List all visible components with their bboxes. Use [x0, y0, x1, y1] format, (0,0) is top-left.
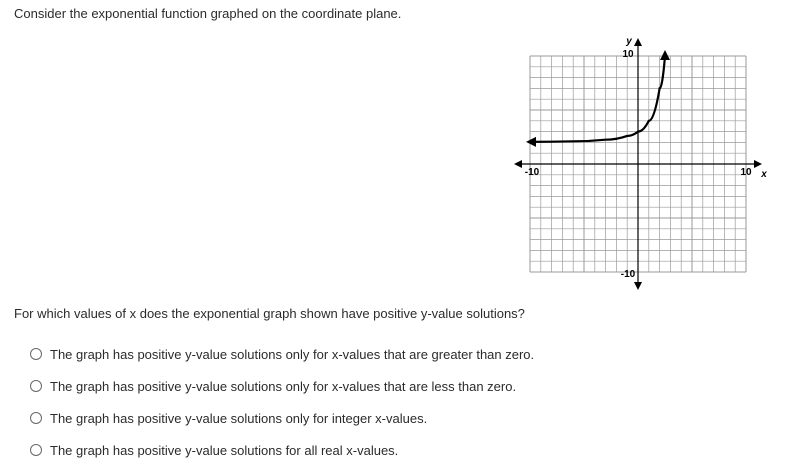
- option-label: The graph has positive y-value solutions only for x-values that are less than zero.: [50, 378, 517, 394]
- x-max-tick-label: 10: [740, 167, 752, 178]
- question-text: For which values of x does the exponential graph shown have positive y-value solutions?: [14, 306, 525, 321]
- radio-button[interactable]: [30, 412, 42, 424]
- option-label: The graph has positive y-value solutions for all real x-values.: [50, 442, 399, 458]
- y-axis-down-arrow: [634, 282, 642, 290]
- radio-button[interactable]: [30, 380, 42, 392]
- answer-option[interactable]: [30, 370, 534, 402]
- axis-labels: [525, 36, 767, 280]
- option-label: The graph has positive y-value solutions only for integer x-values.: [50, 410, 428, 426]
- x-min-tick-label: -10: [524, 167, 540, 178]
- answer-option[interactable]: [30, 338, 534, 370]
- coordinate-graph: [512, 34, 772, 294]
- answer-option[interactable]: [30, 434, 534, 466]
- radio-button[interactable]: [30, 444, 42, 456]
- y-max-tick-label: 10: [622, 49, 634, 60]
- y-axis-label: y: [626, 36, 632, 47]
- axes: [514, 38, 762, 290]
- x-axis-right-arrow: [754, 160, 762, 168]
- x-axis-left-arrow: [514, 160, 522, 168]
- x-axis-label: x: [761, 169, 767, 180]
- answer-option[interactable]: [30, 402, 534, 434]
- radio-button[interactable]: [30, 348, 42, 360]
- y-min-tick-label: -10: [620, 269, 636, 280]
- y-axis-up-arrow: [634, 38, 642, 46]
- answer-options: [30, 338, 534, 466]
- prompt-text: Consider the exponential function graphed on the coordinate plane.: [14, 6, 402, 21]
- option-label: The graph has positive y-value solutions only for x-values that are greater than zero.: [50, 346, 535, 362]
